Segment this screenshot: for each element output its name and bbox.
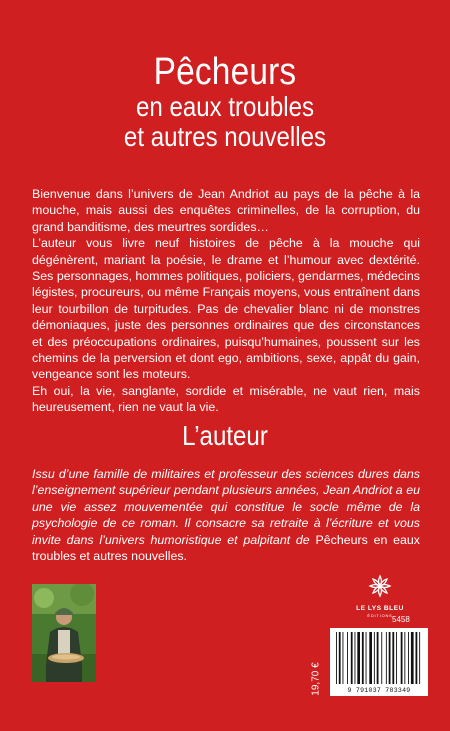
barcode-bar — [339, 632, 341, 684]
barcode-bar — [396, 632, 397, 684]
barcode — [330, 628, 428, 686]
barcode-bars — [330, 628, 428, 686]
price-text: 19,70 € — [310, 662, 322, 696]
author-bio-book-title: Pêcheurs en eaux troubles et autres nouvelles. — [32, 532, 420, 564]
barcode-bar — [374, 632, 375, 684]
synopsis-paragraph-1: Bienvenue dans l’univers de Jean Andriot au pays de la pêche à la mouche, mais aussi des enquêtes criminelles, de la corruption, du grand banditisme, des meurtres sordides… — [32, 187, 420, 234]
synopsis-paragraph-3: Eh oui, la vie, sanglante, sordide et misérable, ne vaut rien, mais heureusement, rien ne vaut la vie. — [32, 383, 420, 415]
barcode-bar — [392, 632, 394, 684]
synopsis-paragraph-2: L’auteur vous livre neuf histoires de pêche à la mouche qui dégénèrent, mariant la poésie, le drame et l’humour avec dextérité. Ses personnages, hommes politiques, policiers, gendarmes, médecins légistes, procureurs, ou même Français moyens, vous entraînent dans leur tourbillon de turpitudes. Pas de chevalier blanc ni de monstres démoniaques, juste des personnes ordinaires que des circonstances et des préoccupations ordinaires, puisqu’humaines, poussent sur les chemins de la perversion et dont ego, ambitions, sexe, appât du gain, vengeance sont les moteurs. — [32, 236, 420, 382]
barcode-bar — [404, 632, 405, 684]
barcode-bar — [377, 632, 379, 684]
barcode-bar — [336, 632, 337, 684]
book-title-main: Pêcheurs — [153, 51, 297, 93]
barcode-bar — [411, 632, 414, 684]
isbn-digits: 9 791037 783349 — [330, 686, 428, 696]
author-heading: L’auteur — [182, 420, 268, 451]
author-bio-text: Issu d’une famille de militaires et professeur des sciences dures dans l’enseignement supérieur pendant plusieurs années, Jean Andriot a eu une vie assez mouvementée qui constitue le socle même de la psychologie de ce roman. Il consacre sa retraite à l’écriture et vous invite dans l’univers humoristique et palpitant de — [32, 467, 420, 547]
publisher-logo — [345, 573, 415, 618]
barcode-bar — [357, 632, 360, 684]
barcode-bar — [347, 632, 348, 684]
publisher-name: LE LYS BLEU — [356, 605, 404, 612]
barcode-bar — [369, 632, 372, 684]
book-title-line2: en eaux troubles — [135, 91, 315, 122]
publisher-sub: ÉDITIONS — [367, 613, 393, 618]
barcode-bar — [351, 632, 353, 684]
barcode-bar — [381, 632, 382, 684]
barcode-bar — [389, 632, 391, 684]
book-title-line3: et autres nouvelles — [123, 121, 327, 152]
author-bio — [32, 466, 420, 564]
barcode-bar — [401, 632, 403, 684]
author-photo-image — [32, 584, 96, 682]
barcode-bar — [416, 632, 418, 684]
barcode-bar — [355, 632, 356, 684]
price-label — [305, 653, 327, 705]
title-block — [0, 52, 450, 152]
synopsis — [32, 186, 420, 416]
barcode-bar — [386, 632, 387, 684]
barcode-bar — [343, 632, 344, 684]
author-photo — [32, 584, 96, 682]
barcode-bar — [362, 632, 364, 684]
catalog-code: 5458 — [392, 615, 410, 624]
barcode-bar — [408, 632, 409, 684]
barcode-bar — [366, 632, 367, 684]
barcode-bar — [419, 632, 420, 684]
lily-flower-icon — [367, 573, 393, 599]
